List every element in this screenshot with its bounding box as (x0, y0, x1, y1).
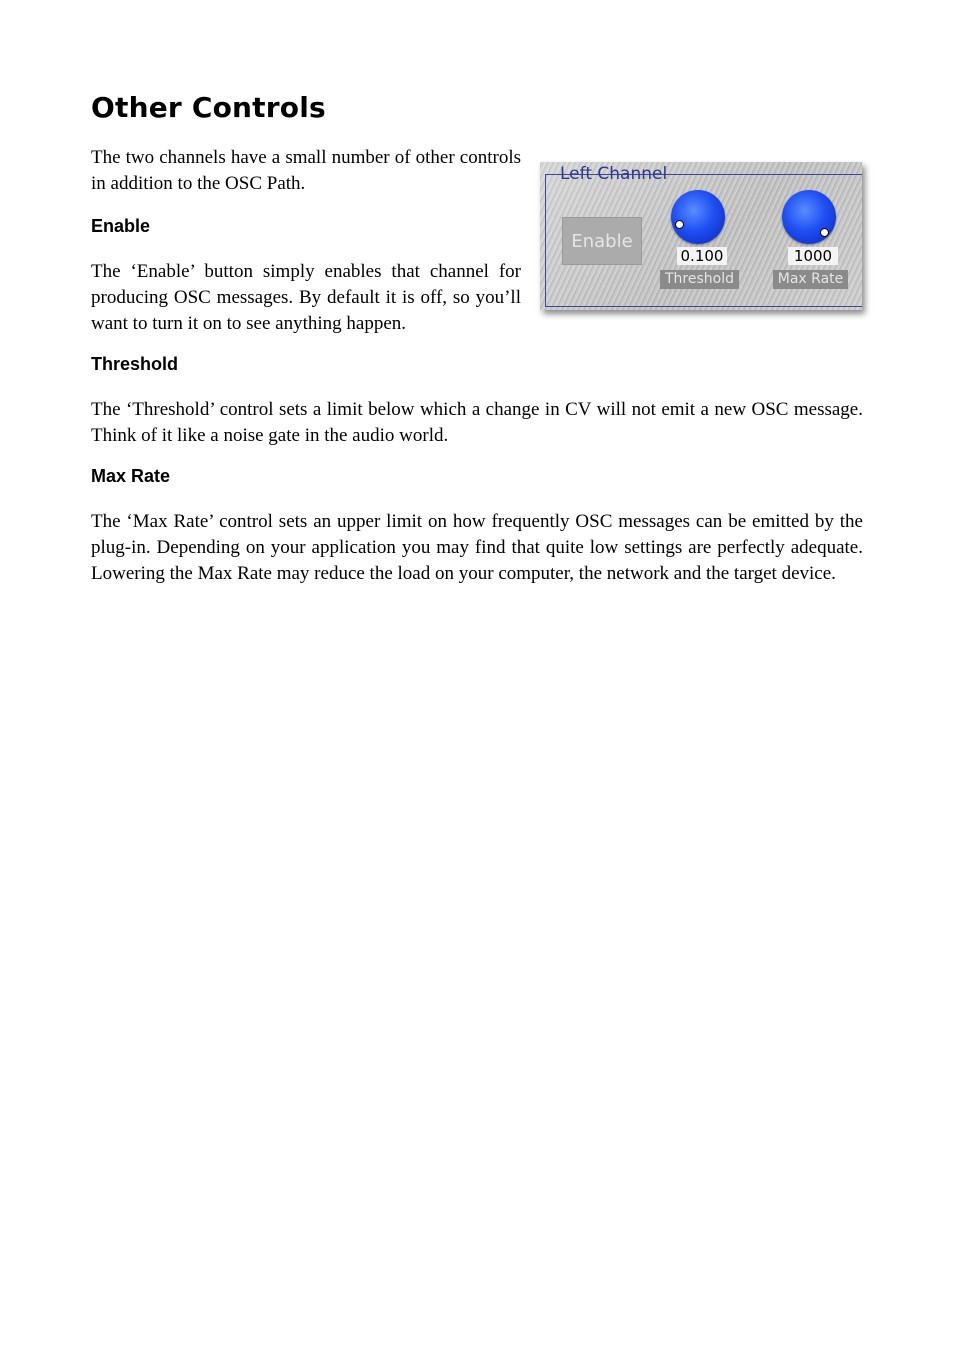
max-rate-value[interactable]: 1000 (788, 247, 838, 265)
enable-button[interactable]: Enable (562, 217, 642, 265)
threshold-value[interactable]: 0.100 (677, 247, 727, 265)
max-rate-knob[interactable] (782, 190, 836, 244)
max-rate-label: Max Rate (773, 270, 848, 289)
intro-paragraph: The two channels have a small number of other controls in addition to the OSC Path. (91, 147, 521, 194)
threshold-knob-indicator (675, 220, 684, 229)
enable-paragraph: The ‘Enable’ button simply enables that channel for producing OSC messages. By default it is off, so you’ll want to turn it on to see anything happen. (91, 261, 521, 334)
threshold-paragraph: The ‘Threshold’ control sets a limit below which a change in CV will not emit a new OSC message. Think of it like a noise gate in the audio world. (91, 399, 863, 446)
enable-heading: Enable (91, 216, 151, 236)
max-rate-paragraph: The ‘Max Rate’ control sets an upper limit on how frequently OSC messages can be emitted by the plug-in. Depending on your application you may find that quite low settings are perfectly adequate. Lowering the Max Rate may reduce the load on your computer, the network and the target device. (91, 511, 863, 584)
threshold-label: Threshold (660, 270, 739, 289)
left-channel-panel-figure (540, 162, 862, 310)
max-rate-knob-indicator (820, 228, 829, 237)
threshold-heading: Threshold (91, 354, 179, 374)
max-rate-heading: Max Rate (91, 466, 171, 486)
left-channel-title: Left Channel (560, 164, 668, 184)
page-title: Other Controls (91, 91, 326, 124)
threshold-knob[interactable] (671, 190, 725, 244)
